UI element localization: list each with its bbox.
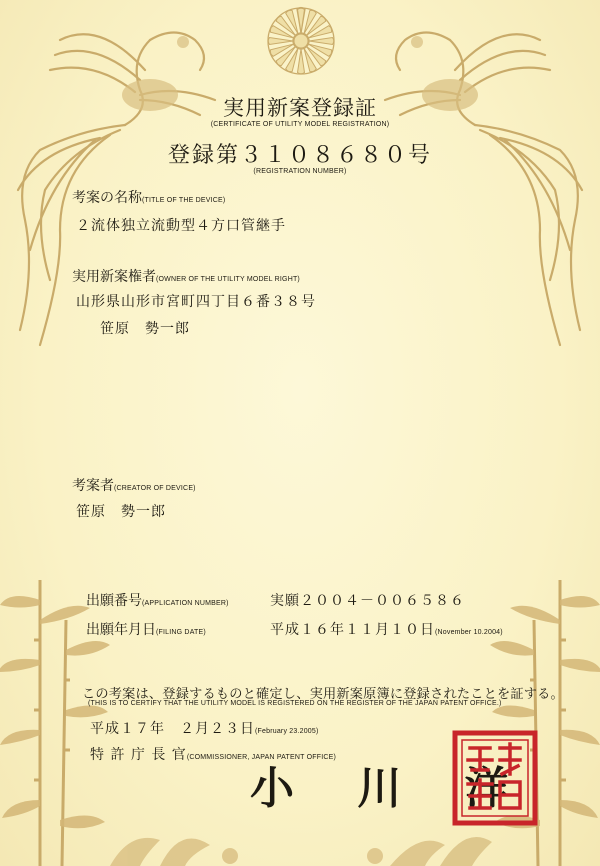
official-seal-icon [452, 730, 538, 826]
filing-date-value: 平成１６年１１月１０日 [270, 622, 435, 638]
device-label: 考案の名称 [72, 190, 142, 206]
certification-statement: この考案は、登録するものと確定し、実用新案原簿に登録されたことを証する。 [82, 687, 564, 702]
phoenix-right-icon [370, 0, 600, 360]
filing-date-value-row [270, 619, 503, 639]
creator-label: 考案者 [72, 478, 114, 494]
owner-label: 実用新案権者 [72, 269, 156, 285]
application-number-label-row [86, 590, 229, 610]
owner-address: 山形県山形市宮町四丁目６番３８号 [76, 294, 316, 310]
filing-date-label-row [86, 619, 206, 639]
device-label-en: (TITLE OF THE DEVICE) [142, 197, 226, 204]
commissioner-label: 特 許 庁 長 官 [90, 747, 187, 763]
certification-statement-en: (THIS IS TO CERTIFY THAT THE UTILITY MODEL IS REGISTERED ON THE REGISTER OF THE JAPAN PATENT OFFICE.) [88, 700, 502, 707]
registration-number-en: (REGISTRATION NUMBER) [253, 168, 347, 175]
filing-date-label: 出願年月日 [86, 622, 156, 638]
issue-date-row [90, 718, 319, 738]
certificate-title: 実用新案登録証 [223, 96, 377, 120]
registration-number: 登録第３１０８６８０号 [167, 143, 432, 168]
issue-date: 平成１７年 ２月２３日 [90, 721, 255, 737]
commissioner-label-en: (COMMISSIONER, JAPAN PATENT OFFICE) [186, 754, 337, 761]
commissioner-signature: 小 川 洋 [250, 763, 533, 814]
application-number-label: 出願番号 [86, 593, 142, 609]
filing-date-label-en: (FILING DATE) [156, 629, 206, 636]
owner-name: 笹原 勢一郎 [100, 321, 190, 337]
chrysanthemum-crest-icon [266, 6, 336, 76]
application-number-value: 実願２００４－００６５８６ [270, 593, 465, 609]
certificate-title-en: (CERTIFICATE OF UTILITY MODEL REGISTRATION) [210, 121, 390, 128]
application-number-label-en: (APPLICATION NUMBER) [142, 600, 229, 607]
filing-date-value-en: (November 10.2004) [435, 629, 503, 636]
creator-label-row [72, 475, 196, 495]
creator-label-en: (CREATOR OF DEVICE) [114, 485, 196, 492]
creator-name: 笹原 勢一郎 [76, 504, 166, 520]
issue-date-en: (February 23.2005) [255, 728, 319, 735]
device-title: ２流体独立流動型４方口管継手 [76, 218, 286, 234]
owner-label-row [72, 266, 300, 286]
device-label-row [72, 187, 225, 207]
owner-label-en: (OWNER OF THE UTILITY MODEL RIGHT) [156, 276, 300, 283]
